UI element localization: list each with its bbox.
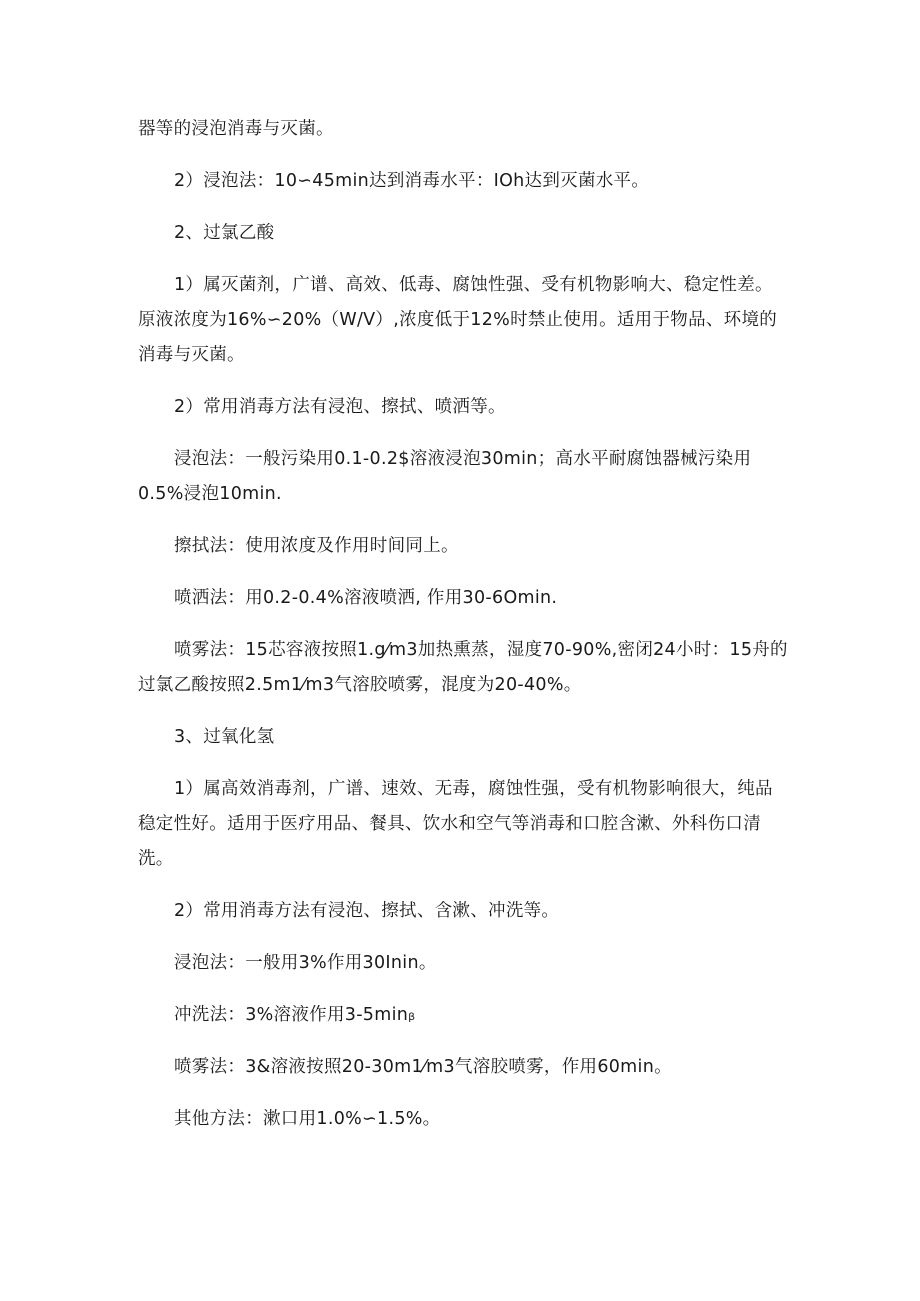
paragraph-4: 1）属灭菌剂，广谱、高效、低毒、腐蚀性强、受有机物影响大、稳定性差。原液浓度为16%∽20%（W/V）,浓度低于12%时禁止使用。适用于物品、环境的消毒与灭菌。: [138, 275, 778, 365]
paragraph-12: 2）常用消毒方法有浸泡、擦拭、含漱、冲洗等。: [174, 901, 560, 921]
paragraph-13: 浸泡法：一般用3%作用30Inin。: [174, 953, 437, 973]
paragraph-15: 喷雾法：3&溶液按照20-30m1⁄m3气溶胶喷雾，作用60min。: [174, 1057, 672, 1077]
section-heading-hydrogen-peroxide: 3、过氧化氢: [174, 727, 275, 747]
document-body: [138, 112, 788, 1154]
paragraph-7: 擦拭法：使用浓度及作用时间同上。: [174, 536, 459, 556]
paragraph-2: 2）浸泡法：10∽45min达到消毒水平：IOh达到灭菌水平。: [174, 171, 650, 191]
paragraph-9: 喷雾法：15芯容液按照1.g⁄m3加热熏蒸，湿度70-90%,密闭24小时：15舟的过氯乙酸按照2.5m1⁄m3气溶胶喷雾，混度为20-40%。: [138, 640, 788, 695]
paragraph-6: 浸泡法：一般污染用0.1-0.2$溶液浸泡30min；高水平耐腐蚀器械污染用0.5%浸泡10min.: [138, 449, 752, 504]
paragraph-1: 器等的浸泡消毒与灭菌。: [138, 119, 334, 139]
section-heading-peracetic-acid: 2、过氯乙酸: [174, 223, 275, 243]
paragraph-5: 2）常用消毒方法有浸泡、擦拭、喷洒等。: [174, 397, 506, 417]
paragraph-16: 其他方法：漱口用1.0%∽1.5%。: [174, 1109, 441, 1129]
paragraph-14: 冲洗法：3%溶液作用3-5minᵦ: [174, 1005, 416, 1025]
paragraph-11: 1）属高效消毒剂，广谱、速效、无毒，腐蚀性强，受有机物影响很大，纯品稳定性好。适用于医疗用品、餐具、饮水和空气等消毒和口腔含漱、外科伤口清洗。: [138, 779, 773, 869]
paragraph-8: 喷洒法：用0.2-0.4%溶液喷洒, 作用30-6Omin.: [174, 588, 558, 608]
